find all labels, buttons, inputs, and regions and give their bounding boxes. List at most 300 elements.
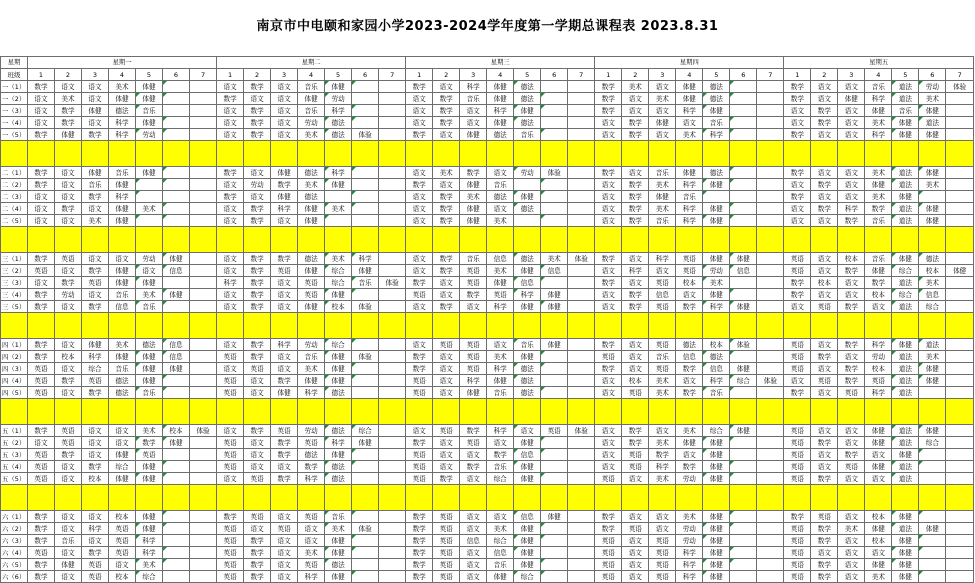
subject-cell: 语文 [838, 559, 865, 571]
subject-cell: 信息 [460, 535, 487, 547]
separator-cell [136, 141, 163, 167]
subject-cell: 语文 [433, 375, 460, 387]
subject-cell: 信息 [676, 351, 703, 363]
subject-cell: 德法 [298, 167, 325, 179]
subject-cell: 数学 [244, 81, 271, 93]
subject-cell: 体健 [109, 277, 136, 289]
separator-cell [82, 313, 109, 339]
subject-cell: 语文 [811, 387, 838, 399]
separator-cell [730, 485, 757, 511]
subject-cell [730, 387, 757, 399]
separator-cell [217, 485, 244, 511]
subject-cell: 信息 [487, 253, 514, 265]
subject-cell: 体健 [514, 301, 541, 313]
subject-cell: 数学 [784, 277, 811, 289]
subject-cell: 科学 [676, 559, 703, 571]
period-header: 7 [568, 69, 595, 81]
subject-cell: 语文 [811, 363, 838, 375]
subject-cell: 数学 [460, 461, 487, 473]
subject-cell: 信息 [163, 265, 190, 277]
subject-cell: 语文 [838, 277, 865, 289]
grade-separator-row [1, 485, 974, 511]
subject-cell: 语文 [622, 547, 649, 559]
subject-cell: 体健 [352, 437, 379, 449]
subject-cell: 英语 [460, 339, 487, 351]
subject-cell: 体健 [271, 167, 298, 179]
separator-cell [352, 313, 379, 339]
subject-cell: 数学 [433, 105, 460, 117]
class-name: 五（5） [1, 473, 28, 485]
subject-cell: 数学 [784, 93, 811, 105]
subject-cell: 语文 [55, 461, 82, 473]
subject-cell: 英语 [487, 289, 514, 301]
subject-cell: 体健 [325, 289, 352, 301]
separator-cell [784, 141, 811, 167]
subject-cell [163, 81, 190, 93]
subject-cell [541, 81, 568, 93]
subject-cell [568, 363, 595, 375]
separator-cell [271, 399, 298, 425]
separator-cell [919, 399, 946, 425]
subject-cell: 数学 [838, 449, 865, 461]
subject-cell [757, 449, 784, 461]
subject-cell: 语文 [55, 167, 82, 179]
separator-cell [82, 141, 109, 167]
separator-cell [514, 141, 541, 167]
subject-cell: 语文 [82, 511, 109, 523]
subject-cell [946, 289, 974, 301]
subject-cell: 体健 [460, 179, 487, 191]
subject-cell: 信息 [163, 351, 190, 363]
subject-cell: 体健 [109, 473, 136, 485]
subject-cell: 语文 [460, 449, 487, 461]
subject-cell: 英语 [622, 523, 649, 535]
subject-cell: 语文 [217, 215, 244, 227]
subject-cell: 英语 [28, 449, 55, 461]
subject-cell: 美术 [919, 179, 946, 191]
subject-cell [730, 449, 757, 461]
subject-cell: 数学 [244, 265, 271, 277]
subject-cell: 体健 [892, 547, 919, 559]
class-name: 六（5） [1, 559, 28, 571]
subject-cell: 音乐 [352, 277, 379, 289]
class-name: 六（4） [1, 547, 28, 559]
subject-cell: 语文 [838, 179, 865, 191]
subject-cell: 科学 [136, 547, 163, 559]
subject-cell: 语文 [460, 473, 487, 485]
subject-cell: 数学 [595, 81, 622, 93]
subject-cell: 德法 [109, 375, 136, 387]
subject-cell: 语文 [811, 93, 838, 105]
subject-cell: 语文 [622, 167, 649, 179]
subject-cell [730, 351, 757, 363]
subject-cell [163, 117, 190, 129]
subject-cell: 科学 [460, 81, 487, 93]
subject-cell: 校本 [622, 375, 649, 387]
subject-cell: 劳动 [325, 93, 352, 105]
subject-cell: 美术 [82, 215, 109, 227]
grade-separator-row [1, 227, 974, 253]
subject-cell: 语文 [811, 191, 838, 203]
period-header: 6 [730, 69, 757, 81]
subject-cell: 语文 [838, 511, 865, 523]
subject-cell [352, 339, 379, 351]
subject-cell: 英语 [55, 437, 82, 449]
subject-cell: 数学 [28, 559, 55, 571]
subject-cell [541, 277, 568, 289]
subject-cell: 数学 [622, 301, 649, 313]
subject-cell: 数学 [271, 473, 298, 485]
subject-cell: 音乐 [298, 351, 325, 363]
subject-cell: 英语 [433, 511, 460, 523]
subject-cell: 语文 [82, 117, 109, 129]
subject-cell: 语文 [28, 191, 55, 203]
subject-cell: 德法 [325, 425, 352, 437]
subject-cell: 科学 [352, 253, 379, 265]
subject-cell: 美术 [865, 117, 892, 129]
subject-cell: 语文 [244, 93, 271, 105]
subject-cell: 语文 [460, 301, 487, 313]
subject-cell [379, 167, 406, 179]
subject-cell: 体健 [136, 363, 163, 375]
subject-cell: 语文 [838, 117, 865, 129]
subject-cell: 体验 [190, 425, 217, 437]
subject-cell: 美术 [649, 179, 676, 191]
subject-cell: 科学 [487, 105, 514, 117]
subject-cell: 科学 [109, 191, 136, 203]
subject-cell [730, 289, 757, 301]
subject-cell: 英语 [28, 363, 55, 375]
subject-cell: 数学 [487, 449, 514, 461]
subject-cell: 数学 [460, 425, 487, 437]
subject-cell: 体验 [352, 129, 379, 141]
subject-cell: 语文 [406, 301, 433, 313]
class-name: 二（5） [1, 215, 28, 227]
class-name: 五（4） [1, 461, 28, 473]
subject-cell [163, 215, 190, 227]
subject-cell: 美术 [136, 203, 163, 215]
subject-cell: 数学 [811, 179, 838, 191]
separator-cell [514, 399, 541, 425]
subject-cell: 英语 [217, 571, 244, 583]
subject-cell: 美术 [298, 179, 325, 191]
subject-cell: 校本 [109, 511, 136, 523]
subject-cell: 语文 [82, 535, 109, 547]
separator-cell [568, 485, 595, 511]
subject-cell: 信息 [541, 265, 568, 277]
subject-cell: 语文 [217, 301, 244, 313]
subject-cell: 英语 [433, 559, 460, 571]
subject-cell: 英语 [406, 473, 433, 485]
subject-cell: 体健 [703, 547, 730, 559]
subject-cell [379, 547, 406, 559]
subject-cell: 数学 [244, 559, 271, 571]
subject-cell: 数学 [433, 253, 460, 265]
subject-cell: 语文 [271, 289, 298, 301]
subject-cell [730, 129, 757, 141]
subject-cell: 数学 [82, 301, 109, 313]
subject-cell: 德法 [703, 81, 730, 93]
subject-cell [946, 117, 974, 129]
subject-cell: 语文 [217, 81, 244, 93]
subject-cell [379, 203, 406, 215]
subject-cell: 音乐 [703, 117, 730, 129]
schedule-table [0, 56, 974, 583]
subject-cell: 语文 [838, 547, 865, 559]
subject-cell: 体验 [757, 375, 784, 387]
subject-cell [919, 511, 946, 523]
separator-cell [595, 141, 622, 167]
subject-cell: 数学 [82, 265, 109, 277]
subject-cell: 体健 [703, 215, 730, 227]
separator-cell [325, 313, 352, 339]
subject-cell: 英语 [811, 301, 838, 313]
subject-cell: 体健 [514, 461, 541, 473]
separator-cell [703, 399, 730, 425]
subject-cell: 美术 [676, 129, 703, 141]
subject-cell: 数学 [82, 387, 109, 399]
subject-cell: 校本 [865, 511, 892, 523]
subject-cell: 德法 [325, 461, 352, 473]
day-header: 星期四 [595, 57, 784, 69]
day-header: 星期二 [217, 57, 406, 69]
subject-cell: 数学 [811, 117, 838, 129]
class-name: 三（4） [1, 289, 28, 301]
separator-cell [298, 141, 325, 167]
subject-cell: 体健 [703, 179, 730, 191]
subject-cell [163, 179, 190, 191]
subject-cell: 语文 [55, 547, 82, 559]
subject-cell: 体健 [325, 179, 352, 191]
subject-cell: 语文 [676, 375, 703, 387]
class-row [1, 511, 974, 523]
separator-cell [406, 399, 433, 425]
subject-cell: 语文 [298, 523, 325, 535]
period-header: 7 [757, 69, 784, 81]
subject-cell: 体健 [919, 215, 946, 227]
class-name: 四（5） [1, 387, 28, 399]
subject-cell: 语文 [514, 425, 541, 437]
subject-cell: 体健 [541, 289, 568, 301]
separator-cell [649, 313, 676, 339]
subject-cell: 校本 [55, 351, 82, 363]
separator-cell [271, 485, 298, 511]
subject-cell: 体健 [163, 253, 190, 265]
subject-cell [946, 253, 974, 265]
separator-cell [109, 227, 136, 253]
subject-cell: 数学 [622, 117, 649, 129]
subject-cell: 体健 [676, 81, 703, 93]
subject-cell [352, 547, 379, 559]
subject-cell: 科学 [460, 375, 487, 387]
subject-cell [163, 277, 190, 289]
subject-cell: 美术 [136, 425, 163, 437]
subject-cell: 语文 [433, 461, 460, 473]
period-header: 2 [811, 69, 838, 81]
subject-cell: 数学 [595, 253, 622, 265]
subject-cell [190, 363, 217, 375]
separator-cell [541, 227, 568, 253]
subject-cell: 综合 [919, 437, 946, 449]
subject-cell: 英语 [595, 473, 622, 485]
subject-cell: 数学 [217, 167, 244, 179]
subject-cell [190, 535, 217, 547]
class-row [1, 277, 974, 289]
subject-cell: 数学 [595, 523, 622, 535]
subject-cell: 数学 [406, 351, 433, 363]
separator-cell [433, 485, 460, 511]
subject-cell: 语文 [406, 167, 433, 179]
subject-cell: 语文 [622, 571, 649, 583]
subject-cell: 数学 [406, 363, 433, 375]
subject-cell [568, 301, 595, 313]
subject-cell: 数学 [595, 339, 622, 351]
subject-cell [757, 363, 784, 375]
subject-cell: 综合 [487, 473, 514, 485]
subject-cell: 校本 [919, 265, 946, 277]
subject-cell: 数学 [82, 191, 109, 203]
subject-cell [541, 215, 568, 227]
subject-cell: 英语 [784, 449, 811, 461]
subject-cell: 数学 [622, 215, 649, 227]
separator-cell [838, 313, 865, 339]
subject-cell: 数学 [460, 289, 487, 301]
subject-cell: 体健 [919, 375, 946, 387]
subject-cell: 英语 [460, 277, 487, 289]
subject-cell: 德法 [325, 473, 352, 485]
subject-cell: 数学 [622, 203, 649, 215]
subject-cell: 体健 [325, 535, 352, 547]
separator-cell [460, 141, 487, 167]
subject-cell: 语文 [811, 425, 838, 437]
separator-cell [730, 399, 757, 425]
subject-cell: 美术 [487, 265, 514, 277]
subject-cell [163, 191, 190, 203]
subject-cell: 综合 [514, 571, 541, 583]
subject-cell [730, 191, 757, 203]
subject-cell: 音乐 [82, 179, 109, 191]
subject-cell: 德法 [136, 339, 163, 351]
subject-cell: 体验 [946, 81, 974, 93]
class-row [1, 547, 974, 559]
subject-cell: 语文 [217, 105, 244, 117]
subject-cell: 数学 [244, 129, 271, 141]
subject-cell: 道法 [892, 167, 919, 179]
separator-cell [946, 399, 974, 425]
separator-cell [622, 313, 649, 339]
subject-cell: 数学 [28, 571, 55, 583]
subject-cell [352, 363, 379, 375]
separator-cell [649, 485, 676, 511]
subject-cell: 英语 [298, 559, 325, 571]
subject-cell [541, 449, 568, 461]
subject-cell: 英语 [784, 425, 811, 437]
subject-cell [352, 511, 379, 523]
subject-cell [946, 351, 974, 363]
subject-cell: 英语 [82, 559, 109, 571]
subject-cell [946, 129, 974, 141]
subject-cell: 体健 [865, 559, 892, 571]
subject-cell: 语文 [271, 571, 298, 583]
subject-cell [757, 277, 784, 289]
subject-cell: 语文 [595, 461, 622, 473]
subject-cell: 道法 [892, 387, 919, 399]
subject-cell [946, 277, 974, 289]
subject-cell: 德法 [919, 253, 946, 265]
separator-cell [163, 141, 190, 167]
subject-cell: 数学 [595, 167, 622, 179]
subject-cell [568, 375, 595, 387]
separator-cell [865, 485, 892, 511]
subject-cell [946, 179, 974, 191]
separator-cell [271, 313, 298, 339]
subject-cell: 数学 [28, 511, 55, 523]
class-row [1, 387, 974, 399]
subject-cell: 英语 [298, 289, 325, 301]
subject-cell [190, 375, 217, 387]
subject-cell: 语文 [838, 425, 865, 437]
subject-cell: 数学 [433, 473, 460, 485]
subject-cell [163, 473, 190, 485]
subject-cell: 美术 [649, 375, 676, 387]
separator-cell [379, 313, 406, 339]
separator-cell [703, 485, 730, 511]
period-header: 6 [352, 69, 379, 81]
subject-cell: 语文 [271, 215, 298, 227]
subject-cell: 综合 [352, 425, 379, 437]
separator-cell [190, 141, 217, 167]
subject-cell: 语文 [244, 437, 271, 449]
subject-cell [352, 179, 379, 191]
subject-cell: 德法 [514, 363, 541, 375]
subject-cell: 综合 [487, 535, 514, 547]
period-header: 1 [595, 69, 622, 81]
separator-cell [379, 485, 406, 511]
subject-cell: 语文 [55, 339, 82, 351]
subject-cell [568, 203, 595, 215]
separator-cell [676, 485, 703, 511]
subject-cell: 体验 [352, 351, 379, 363]
subject-cell: 语文 [676, 117, 703, 129]
subject-cell [757, 167, 784, 179]
separator-cell [163, 485, 190, 511]
subject-cell [541, 203, 568, 215]
separator-cell [784, 399, 811, 425]
subject-cell [946, 461, 974, 473]
subject-cell: 英语 [244, 473, 271, 485]
subject-cell: 体健 [109, 203, 136, 215]
subject-cell: 语文 [55, 523, 82, 535]
separator-cell [919, 313, 946, 339]
separator-cell [568, 313, 595, 339]
subject-cell: 美术 [487, 215, 514, 227]
subject-cell [757, 129, 784, 141]
separator-cell [811, 227, 838, 253]
subject-cell: 体健 [514, 351, 541, 363]
subject-cell: 语文 [649, 105, 676, 117]
subject-cell [946, 523, 974, 535]
subject-cell: 音乐 [892, 105, 919, 117]
subject-cell: 校本 [811, 277, 838, 289]
subject-cell [730, 215, 757, 227]
subject-cell: 体健 [55, 559, 82, 571]
subject-cell: 语文 [109, 437, 136, 449]
subject-cell: 英语 [271, 523, 298, 535]
subject-cell [730, 93, 757, 105]
subject-cell: 数学 [622, 179, 649, 191]
subject-cell [379, 253, 406, 265]
subject-cell: 德法 [514, 375, 541, 387]
